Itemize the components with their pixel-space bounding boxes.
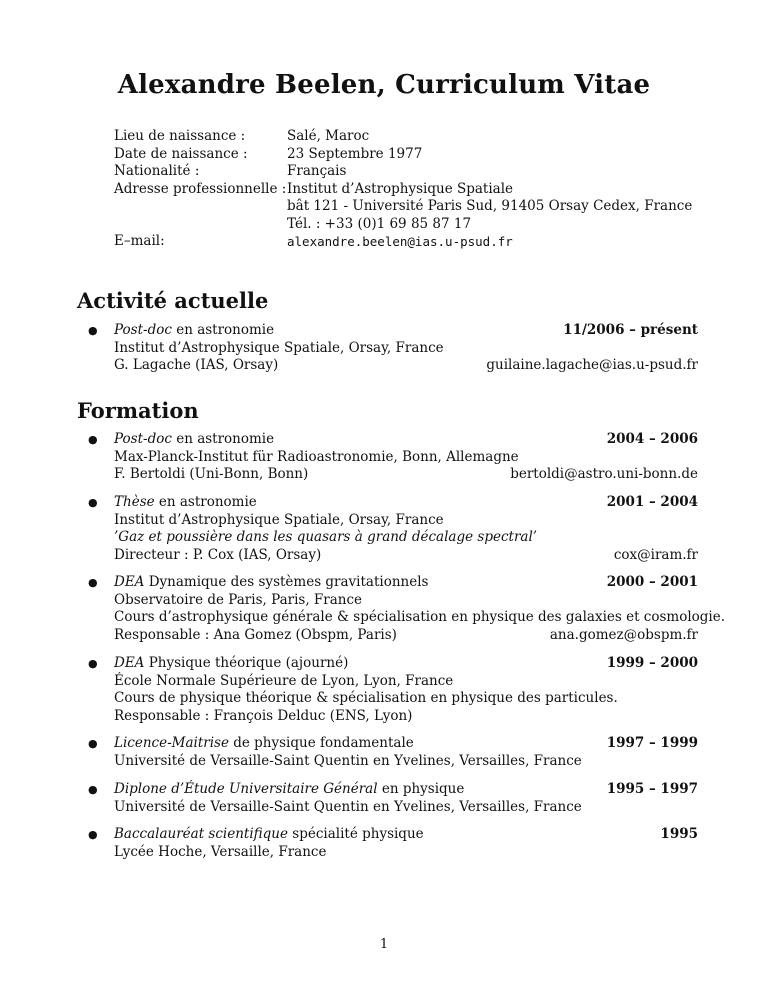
entry-date: 1995 – 1997 (606, 781, 698, 797)
entry-supervisor: F. Bertoldi (Uni-Bonn, Bonn) (114, 466, 309, 482)
entry-title-em: Licence-Maitrise (114, 735, 229, 751)
entry-date: 1997 – 1999 (606, 735, 698, 751)
entry-institution: Observatoire de Paris, Paris, France (114, 591, 363, 608)
entry-title-rest: en astronomie (154, 494, 257, 510)
entry-title-em: Post-doc (114, 322, 172, 338)
entry-title-rest: en physique (377, 781, 465, 797)
entry-supervisor: Responsable : Ana Gomez (Obspm, Paris) (114, 626, 397, 643)
entry-title-em: Thèse (114, 494, 155, 510)
bullet-icon: ● (88, 737, 98, 750)
entry-email-link[interactable]: guilaine.lagache@ias.u-psud.fr (486, 357, 698, 373)
current-activity-heading: Activité actuelle (77, 288, 269, 313)
entry-title-rest: Physique théorique (ajourné) (144, 655, 349, 671)
email-label: E–mail: (114, 233, 165, 249)
entry-date: 11/2006 – présent (563, 322, 698, 338)
birthplace-label: Lieu de naissance : (114, 128, 246, 144)
entry-title-rest: spécialité physique (287, 826, 424, 842)
entry-supervisor: Responsable : François Delduc (ENS, Lyon) (114, 707, 413, 724)
cv-title: Alexandre Beelen, Curriculum Vitae (117, 70, 651, 100)
entry-email-link[interactable]: bertoldi@astro.uni-bonn.de (510, 466, 698, 482)
bullet-icon: ● (88, 496, 98, 509)
entry-supervisor: Directeur : P. Cox (IAS, Orsay) (114, 546, 322, 563)
email-link[interactable]: alexandre.beelen@ias.u-psud.fr (287, 234, 513, 249)
entry-title-em: Diplone d’Étude Universitaire Général (114, 781, 378, 797)
thesis-title: ’Gaz et poussière dans les quasars à grand décalage spectral’ (114, 529, 538, 545)
birthplace-value: Salé, Maroc (287, 128, 370, 144)
formation-heading: Formation (77, 398, 199, 423)
entry-title-rest: en astronomie (171, 322, 275, 338)
entry-title-rest: en astronomie (171, 431, 275, 447)
entry-title-em: DEA (114, 574, 145, 590)
entry-institution: Université de Versaille-Saint Quentin en Yvelines, Versailles, France (114, 752, 582, 769)
address-label: Adresse professionnelle : (114, 180, 287, 197)
nationality-value: Français (287, 163, 347, 179)
address-row-3 (114, 216, 692, 234)
entry-title-rest: Dynamique des systèmes gravitationnels (144, 574, 429, 590)
address-row (114, 181, 692, 199)
address-row-2 (114, 198, 692, 216)
formation-dea1-entry (88, 574, 726, 644)
entry-institution: École Normale Supérieure de Lyon, Lyon, France (114, 672, 454, 689)
entry-description: Cours d’astrophysique générale & spécialisation en physique des galaxies et cosmologie. (114, 609, 726, 625)
personal-info (114, 128, 692, 251)
birthdate-label: Date de naissance : (114, 145, 248, 162)
bullet-icon: ● (88, 324, 98, 337)
email-row (114, 233, 692, 251)
entry-date: 2000 – 2001 (606, 574, 698, 590)
address-line-3: Tél. : +33 (0)1 69 85 87 17 (287, 215, 472, 232)
entry-date: 2001 – 2004 (606, 494, 698, 510)
entry-date: 1999 – 2000 (606, 655, 698, 671)
entry-institution: Max-Planck-Institut für Radioastronomie, Bonn, Allemagne (114, 448, 519, 465)
entry-institution: Institut d’Astrophysique Spatiale, Orsay, France (114, 511, 444, 528)
page-number: 1 (379, 937, 389, 952)
birthdate-row (114, 146, 692, 164)
formation-bac-entry (88, 826, 698, 861)
address-line-2: bât 121 - Université Paris Sud, 91405 Orsay Cedex, France (287, 198, 693, 214)
bullet-icon: ● (88, 657, 98, 670)
birthdate-value: 23 Septembre 1977 (287, 145, 423, 162)
entry-title-em: DEA (114, 655, 145, 671)
nationality-row (114, 163, 692, 181)
formation-these-entry (88, 494, 698, 564)
entry-date: 1995 (660, 826, 698, 842)
address-line-1: Institut d’Astrophysique Spatiale (287, 180, 514, 197)
entry-institution: Institut d’Astrophysique Spatiale, Orsay, France (114, 339, 444, 356)
formation-postdoc-entry (88, 431, 698, 484)
bullet-icon: ● (88, 828, 98, 841)
entry-email-link[interactable]: cox@iram.fr (613, 546, 698, 563)
formation-dea2-entry (88, 655, 698, 725)
bullet-icon: ● (88, 576, 98, 589)
bullet-icon: ● (88, 783, 98, 796)
formation-deug-entry (88, 781, 698, 816)
entry-title-rest: de physique fondamentale (228, 735, 414, 751)
entry-date: 2004 – 2006 (606, 431, 698, 447)
entry-email-link[interactable]: ana.gomez@obspm.fr (549, 626, 698, 643)
entry-supervisor: G. Lagache (IAS, Orsay) (114, 357, 279, 373)
nationality-label: Nationalité : (114, 163, 200, 179)
formation-licence-entry (88, 735, 698, 770)
birthplace-row (114, 128, 692, 146)
entry-title-em: Baccalauréat scientifique (114, 826, 288, 842)
entry-description: Cours de physique théorique & spécialisation en physique des particules. (114, 690, 618, 706)
entry-institution: Lycée Hoche, Versaille, France (114, 843, 327, 860)
entry-institution: Université de Versaille-Saint Quentin en Yvelines, Versailles, France (114, 798, 582, 815)
current-postdoc-entry (88, 322, 698, 375)
entry-title-em: Post-doc (114, 431, 172, 447)
bullet-icon: ● (88, 433, 98, 446)
